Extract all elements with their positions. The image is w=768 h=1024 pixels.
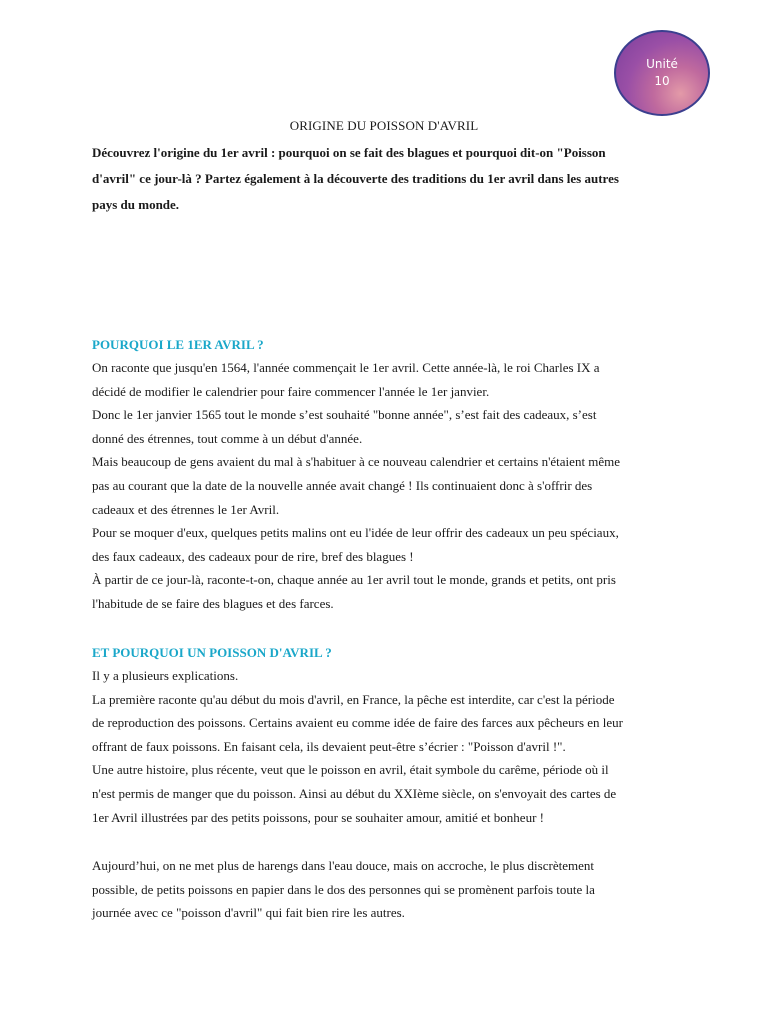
- body-line: offrant de faux poissons. En faisant cela, ils devaient peut-être s’écrier : "Poisson d'avril !".: [92, 738, 566, 754]
- body-line: donné des étrennes, tout comme à un début d'année.: [92, 430, 363, 446]
- body-line: cadeaux et des étrennes le 1er Avril.: [92, 501, 280, 517]
- body-line: décidé de modifier le calendrier pour faire commencer l'année le 1er janvier.: [92, 383, 490, 399]
- body-line: Une autre histoire, plus récente, veut que le poisson en avril, était symbole du carême, période où il: [92, 762, 609, 778]
- unit-badge-number: 10: [654, 74, 670, 88]
- body-line: Mais beaucoup de gens avaient du mal à s'habituer à ce nouveau calendrier et certains n'étaient même: [92, 454, 621, 470]
- unit-badge-label: Unité: [646, 57, 678, 71]
- body-line: Pour se moquer d'eux, quelques petits malins ont eu l'idée de leur offrir des cadeaux un peu spéciaux,: [92, 525, 619, 541]
- section-heading-pourquoi-1er-avril: POURQUOI LE 1ER AVRIL ?: [92, 337, 264, 352]
- body-line: Donc le 1er janvier 1565 tout le monde s’est souhaité "bonne année", s’est fait des cadeaux, s’est: [92, 407, 597, 423]
- section-body-pourquoi-1er-avril: [92, 356, 682, 616]
- section-body-poisson-avril: [92, 664, 682, 829]
- body-line: Aujourd’hui, on ne met plus de harengs dans l'eau douce, mais on accroche, le plus discrètement: [92, 858, 594, 873]
- body-line: On raconte que jusqu'en 1564, l'année commençait le 1er avril. Cette année-là, le roi Charles IX a: [92, 360, 600, 375]
- intro-line: pays du monde.: [92, 197, 180, 212]
- body-line: 1er Avril illustrées par des petits poissons, pour se souhaiter amour, amitié et bonheur !: [92, 809, 544, 825]
- body-line: l'habitude de se faire des blagues et des farces.: [92, 595, 334, 611]
- body-line: Il y a plusieurs explications.: [92, 668, 239, 683]
- closing-paragraph: [92, 854, 682, 925]
- body-line: La première raconte qu'au début du mois d'avril, en France, la pêche est interdite, car c'est la période: [92, 691, 615, 707]
- body-line: possible, de petits poissons en papier dans le dos des personnes qui se promènent parfois toute la: [92, 881, 595, 897]
- body-line: pas au courant que la date de la nouvelle année avait changé ! Ils continuaient donc à s'offrir des: [92, 477, 593, 493]
- unit-badge: [614, 30, 710, 116]
- section-heading-poisson-avril: ET POURQUOI UN POISSON D'AVRIL ?: [92, 645, 332, 660]
- body-line: des faux cadeaux, des cadeaux pour de rire, bref des blagues !: [92, 548, 414, 564]
- intro-paragraph: [92, 140, 682, 218]
- body-line: journée avec ce "poisson d'avril" qui fait bien rire les autres.: [92, 905, 405, 921]
- body-line: À partir de ce jour-là, raconte-t-on, chaque année au 1er avril tout le monde, grands et petits, ont pris: [92, 572, 616, 588]
- body-line: n'est permis de manger que du poisson. Ainsi au début du XXIème siècle, on s'envoyait des cartes de: [92, 785, 617, 801]
- intro-line: d'avril" ce jour-là ? Partez également à la découverte des traditions du 1er avril dans les autres: [92, 171, 619, 186]
- intro-line: Découvrez l'origine du 1er avril : pourquoi on se fait des blagues et pourquoi dit-on "Poisson: [92, 145, 606, 160]
- document-title: ORIGINE DU POISSON D'AVRIL: [289, 118, 479, 133]
- body-line: de reproduction des poissons. Certains avaient eu comme idée de faire des farces aux pêcheurs en leur: [92, 715, 623, 731]
